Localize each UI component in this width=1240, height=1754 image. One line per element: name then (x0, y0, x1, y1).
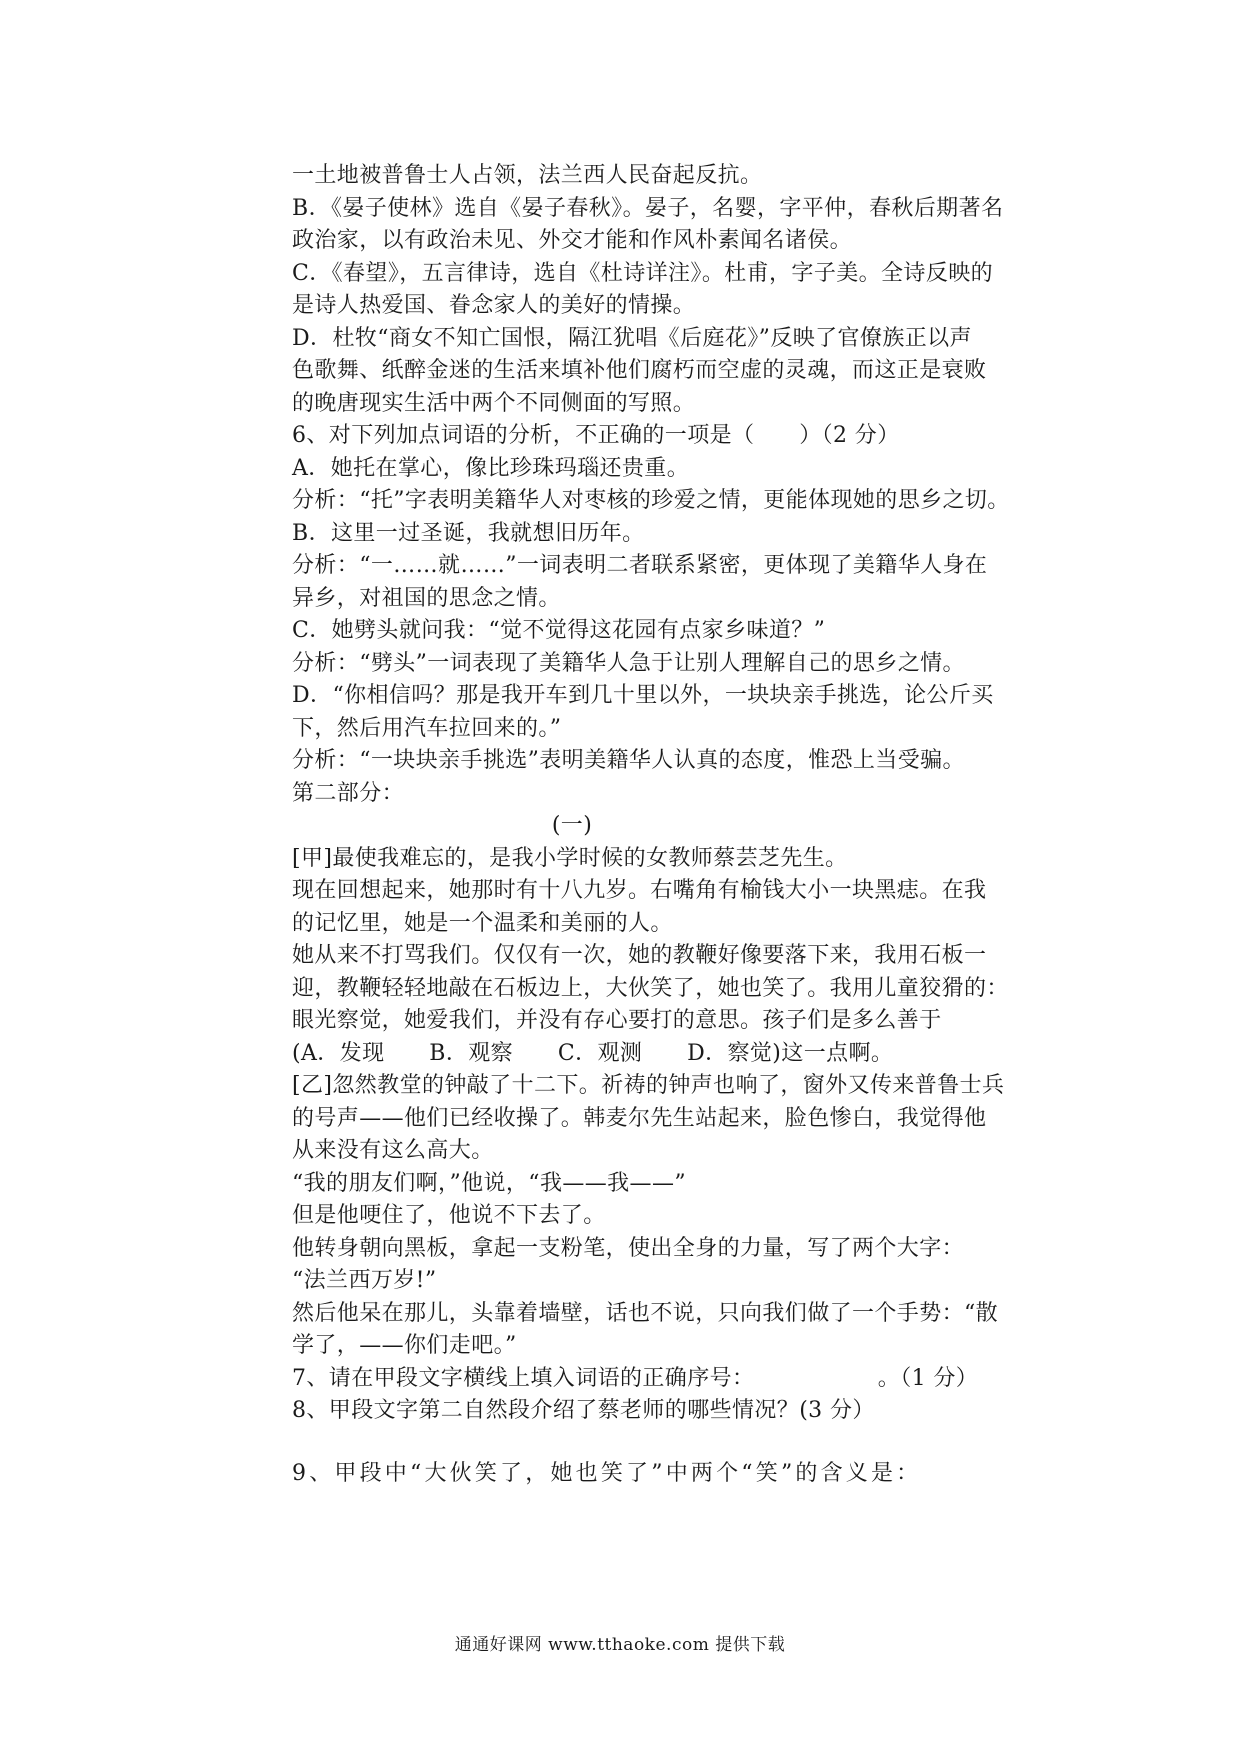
option-b: B．这里一过圣诞，我就想旧历年。 (292, 520, 645, 546)
passage-line: 的记忆里，她是一个温柔和美丽的人。 (292, 910, 673, 936)
passage-line: [乙]忽然教堂的钟敲了十二下。祈祷的钟声也响了，窗外又传来普鲁士兵 (292, 1073, 1005, 1098)
passage-line: 的号声——他们已经收操了。韩麦尔先生站起来，脸色惨白，我觉得他 (292, 1105, 987, 1131)
passage-line: 眼光察觉，她爱我们，并没有存心要打的意思。孩子们是多么善于 (292, 1008, 942, 1033)
text-line: 的晚唐现实生活中两个不同侧面的写照。 (292, 390, 696, 416)
analysis-c: 分析：“劈头”一词表现了美籍华人急于让别人理解自己的思乡之情。 (292, 650, 965, 676)
section-heading: (一) (551, 813, 593, 838)
passage-line: [甲]最使我难忘的，是我小学时候的女教师蔡芸芝先生。 (292, 845, 848, 871)
question-8: 8、甲段文字第二自然段介绍了蔡老师的哪些情况？(3 分） (292, 1398, 875, 1423)
analysis-a: 分析：“托”字表明美籍华人对枣核的珍爱之情，更能体现她的思乡之切。 (292, 488, 1010, 513)
text-line: 下，然后用汽车拉回来的。” (292, 715, 562, 741)
question-7: 7、请在甲段文字横线上填入词语的正确序号： 。（1 分） (292, 1365, 979, 1391)
question-9: 9、甲段中“大伙笑了，她也笑了”中两个“笑”的含义是： (292, 1460, 922, 1486)
text-line: 是诗人热爱国、眷念家人的美好的情操。 (292, 293, 696, 318)
text-line: 异乡，对祖国的思念之情。 (292, 585, 561, 611)
passage-line: 从来没有这么高大。 (292, 1138, 494, 1163)
analysis-b: 分析：“一……就……”一词表明二者联系紧密，更体现了美籍华人身在 (292, 553, 988, 578)
passage-line: 但是他哽住了，他说不下去了。 (292, 1203, 606, 1228)
passage-line: “我的朋友们啊，”他说，“我——我——” (292, 1170, 686, 1196)
option-a: A．她托在掌心，像比珍珠玛瑙还贵重。 (292, 455, 690, 481)
question-6: 6、对下列加点词语的分析，不正确的一项是（ ）（2 分） (292, 423, 900, 448)
text-line: 色歌舞、纸醉金迷的生活来填补他们腐朽而空虚的灵魂，而这正是衰败 (292, 358, 987, 383)
text-line: B．《晏子使林》选自《晏子春秋》。晏子，名婴，字平仲，春秋后期著名 (292, 195, 1004, 221)
document-body (292, 160, 1010, 1490)
text-line: 政治家，以有政治未见、外交才能和作风朴素闻名诸侯。 (292, 228, 853, 253)
passage-line: “法兰西万岁!” (292, 1268, 437, 1293)
passage-line: 现在回想起来，她那时有十八九岁。右嘴角有榆钱大小一块黑痣。在我 (292, 878, 987, 903)
passage-line: 学了，——你们走吧。” (292, 1333, 517, 1358)
part-two-heading: 第二部分： (292, 780, 405, 806)
option-d: D．“你相信吗？那是我开车到几十里以外，一块块亲手挑选，论公斤买 (292, 683, 994, 708)
passage-line: 她从来不打骂我们。仅仅有一次，她的教鞭好像要落下来，我用石板一 (292, 943, 987, 968)
page-footer: 通通好课网 www.tthaoke.com 提供下载 (454, 1635, 786, 1655)
passage-line: 他转身朝向黑板，拿起一支粉笔，使出全身的力量，写了两个大字： (292, 1235, 965, 1261)
text-line: C．《春望》，五言律诗，选自《杜诗详注》。杜甫，字子美。全诗反映的 (292, 260, 994, 286)
analysis-d: 分析：“一块块亲手挑选”表明美籍华人认真的态度，惟恐上当受骗。 (292, 748, 965, 773)
text-line: 一土地被普鲁士人占领，法兰西人民奋起反抗。 (292, 163, 763, 188)
passage-line: 然后他呆在那儿，头靠着墙壁，话也不说，只向我们做了一个手势：“散 (292, 1300, 999, 1326)
passage-line: 迎，教鞭轻轻地敲在石板边上，大伙笑了，她也笑了。我用儿童狡猾的： (292, 975, 1009, 1001)
passage-line: (A．发现 B．观察 C．观测 D．察觉)这一点啊。 (292, 1040, 894, 1066)
text-line: D．杜牧“商女不知亡国恨，隔江犹唱《后庭花》”反映了官僚族正以声 (292, 325, 972, 351)
answer-space (292, 1428, 992, 1458)
option-c: C．她劈头就问我：“觉不觉得这花园有点家乡味道？” (292, 618, 826, 643)
